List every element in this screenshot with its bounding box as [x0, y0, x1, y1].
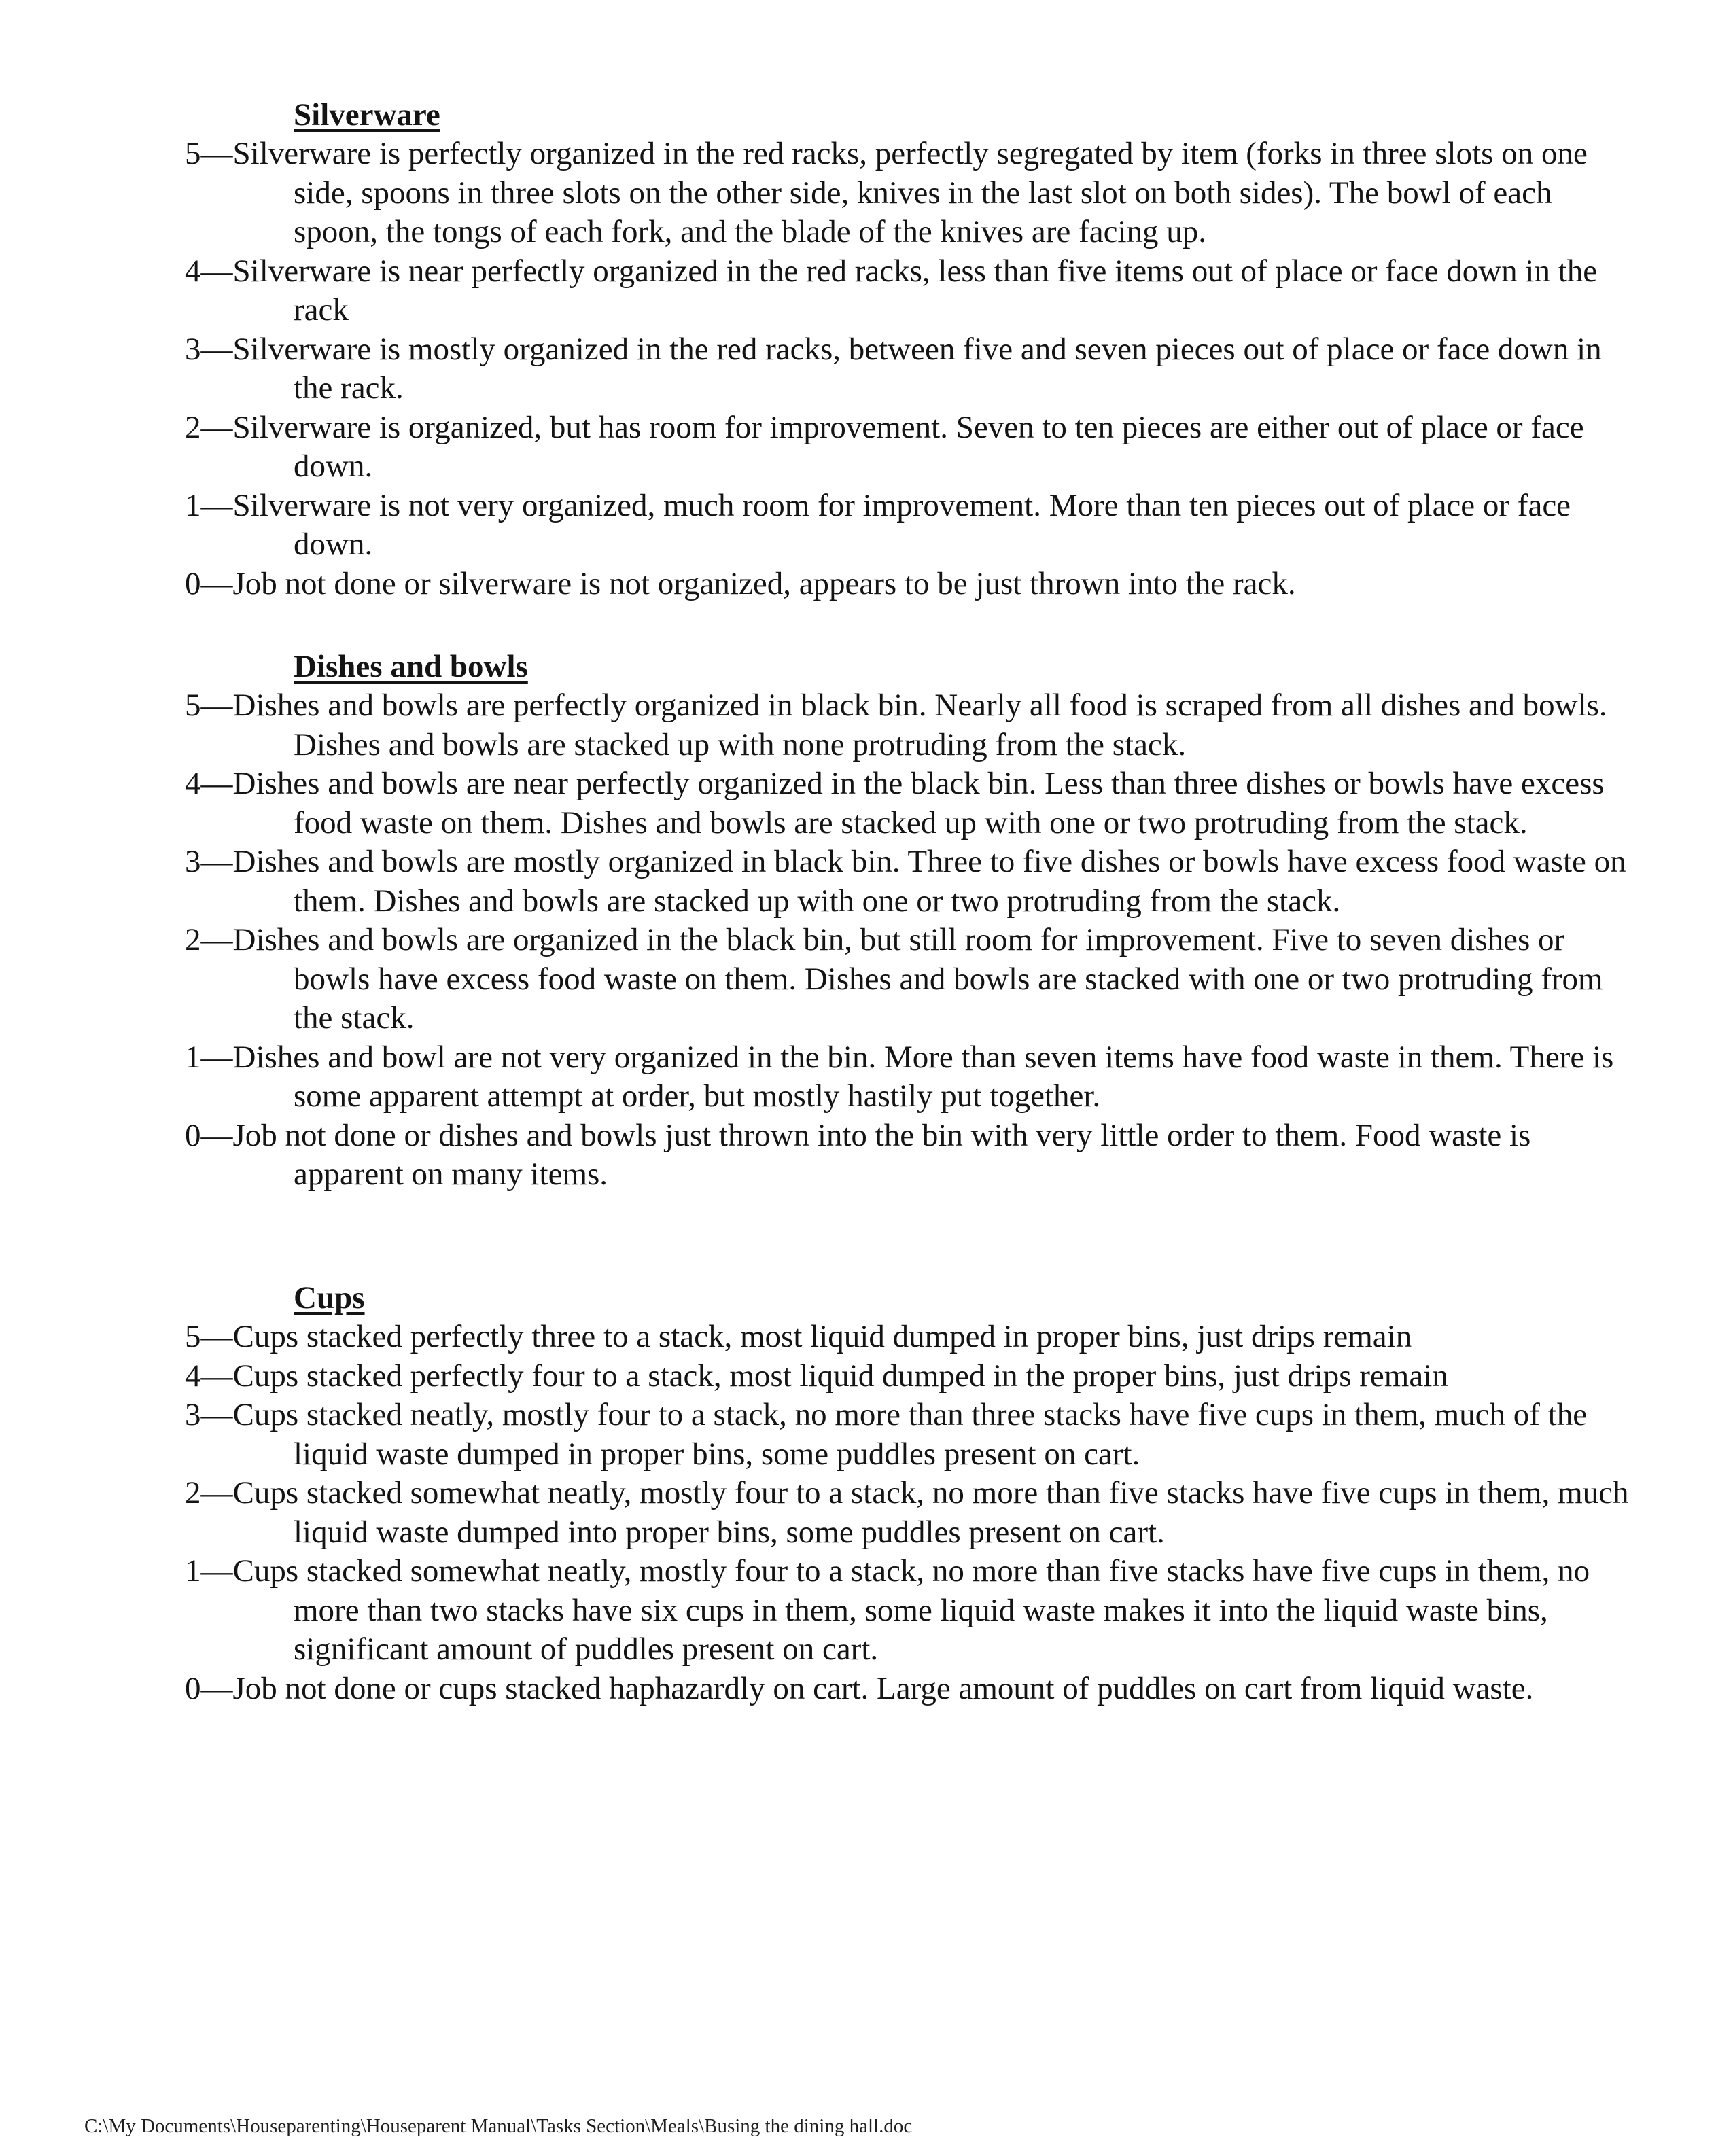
score-dash: — [200, 409, 233, 445]
score-dash: — [200, 565, 233, 601]
score-dash: — [200, 1319, 233, 1354]
criterion-text: Dishes and bowls are perfectly organized in black bin. Nearly all food is scraped from all dishes and bowls. Dishes and bowls are stacked up with none protruding from the stack. [232, 688, 1607, 762]
criterion-item [185, 1474, 1639, 1552]
score-label: 4 [185, 253, 201, 289]
score-dash: — [200, 1553, 233, 1589]
score-label: 2 [185, 1475, 201, 1510]
criterion-item [185, 1357, 1639, 1396]
criterion-item [185, 252, 1639, 330]
score-dash: — [200, 1117, 233, 1153]
score-label: 5 [185, 136, 201, 171]
score-dash: — [200, 253, 233, 289]
score-label: 5 [185, 1319, 201, 1354]
criterion-item [185, 843, 1639, 921]
criterion-text: Silverware is perfectly organized in the red racks, perfectly segregated by item (forks in three slots on one side, spoons in three slots on the other side, knives in the last slot on both sides). The bowl of each spoon, the tongs of each fork, and the blade of the knives are facing up. [232, 136, 1588, 249]
score-dash: — [200, 922, 233, 957]
criterion-item [185, 764, 1639, 843]
criteria-list [185, 686, 1639, 1195]
criterion-item [185, 1318, 1639, 1357]
score-label: 2 [185, 409, 201, 445]
criterion-item [185, 921, 1639, 1038]
score-dash: — [200, 1039, 233, 1075]
score-label: 3 [185, 844, 201, 879]
section-heading: Dishes and bowls [294, 649, 528, 684]
criterion-item [185, 1038, 1639, 1116]
section-dishes-and-bowls [185, 647, 1639, 1195]
criteria-list [185, 135, 1639, 603]
criterion-text: Dishes and bowls are organized in the black bin, but still room for improvement. Five to seven dishes or bowls have excess food waste on them. Dishes and bowls are stacked with one or two protruding from the stack. [232, 922, 1603, 1036]
section-silverware [185, 95, 1639, 603]
criterion-item [185, 1116, 1639, 1195]
section-heading: Cups [294, 1280, 365, 1315]
criterion-text: Cups stacked somewhat neatly, mostly four to a stack, no more than five stacks have five cups in them, no more than two stacks have six cups in them, some liquid waste makes it into the liquid waste bins, significant amount of puddles present on cart. [232, 1553, 1590, 1667]
criterion-item [185, 1669, 1639, 1709]
score-dash: — [200, 331, 233, 367]
score-dash: — [200, 1670, 233, 1706]
criterion-item [185, 330, 1639, 408]
score-label: 1 [185, 1039, 201, 1075]
section-heading: Silverware [294, 97, 440, 132]
score-dash: — [200, 1475, 233, 1510]
score-label: 0 [185, 1117, 201, 1153]
criterion-text: Job not done or silverware is not organized, appears to be just thrown into the rack. [232, 565, 1296, 601]
criterion-text: Dishes and bowls are near perfectly organized in the black bin. Less than three dishes or bowls have excess food waste on them. Dishes and bowls are stacked up with one or two protruding from the stack. [232, 766, 1605, 841]
score-label: 0 [185, 565, 201, 601]
criterion-text: Silverware is mostly organized in the red racks, between five and seven pieces out of place or face down in the rack. [232, 331, 1602, 406]
criterion-item [185, 135, 1639, 252]
score-label: 3 [185, 331, 201, 367]
criterion-item [185, 565, 1639, 604]
score-label: 4 [185, 1358, 201, 1394]
criterion-text: Cups stacked perfectly three to a stack, most liquid dumped in proper bins, just drips remain [232, 1319, 1412, 1354]
criterion-item [185, 686, 1639, 764]
score-dash: — [200, 844, 233, 879]
score-label: 1 [185, 487, 201, 523]
score-label: 5 [185, 688, 201, 723]
score-label: 4 [185, 766, 201, 801]
score-dash: — [200, 766, 233, 801]
criterion-item [185, 1552, 1639, 1669]
criterion-text: Silverware is near perfectly organized in the red racks, less than five items out of place or face down in the rack [232, 253, 1598, 328]
score-dash: — [200, 1397, 233, 1432]
criterion-text: Dishes and bowl are not very organized in the bin. More than seven items have food waste in them. There is some apparent attempt at order, but mostly hastily put together. [232, 1039, 1614, 1114]
score-label: 2 [185, 922, 201, 957]
criterion-text: Silverware is organized, but has room for improvement. Seven to ten pieces are either out of place or face down. [232, 409, 1584, 484]
criterion-text: Silverware is not very organized, much room for improvement. More than ten pieces out of place or face down. [232, 487, 1571, 562]
section-cups [185, 1278, 1639, 1708]
score-label: 1 [185, 1553, 201, 1589]
score-label: 0 [185, 1670, 201, 1706]
footer-file-path: C:\My Documents\Houseparenting\Houseparent Manual\Tasks Section\Meals\Busing the dining hall.doc [84, 2115, 913, 2137]
criteria-list [185, 1318, 1639, 1708]
score-dash: — [200, 1358, 233, 1394]
score-dash: — [200, 487, 233, 523]
score-dash: — [200, 136, 233, 171]
criterion-text: Cups stacked perfectly four to a stack, most liquid dumped in the proper bins, just drips remain [232, 1358, 1448, 1394]
criterion-text: Cups stacked somewhat neatly, mostly four to a stack, no more than five stacks have five cups in them, much liquid waste dumped into proper bins, some puddles present on cart. [232, 1475, 1629, 1550]
criterion-text: Dishes and bowls are mostly organized in black bin. Three to five dishes or bowls have excess food waste on them. Dishes and bowls are stacked up with one or two protruding from the stack. [232, 844, 1626, 919]
score-dash: — [200, 688, 233, 723]
criterion-item [185, 487, 1639, 565]
criterion-text: Job not done or dishes and bowls just thrown into the bin with very little order to them. Food waste is apparent on many items. [232, 1117, 1531, 1192]
criterion-item [185, 408, 1639, 487]
score-label: 3 [185, 1397, 201, 1432]
criterion-text: Job not done or cups stacked haphazardly on cart. Large amount of puddles on cart from liquid waste. [232, 1670, 1534, 1706]
criterion-text: Cups stacked neatly, mostly four to a stack, no more than three stacks have five cups in them, much of the liquid waste dumped in proper bins, some puddles present on cart. [232, 1397, 1588, 1472]
criterion-item [185, 1396, 1639, 1474]
